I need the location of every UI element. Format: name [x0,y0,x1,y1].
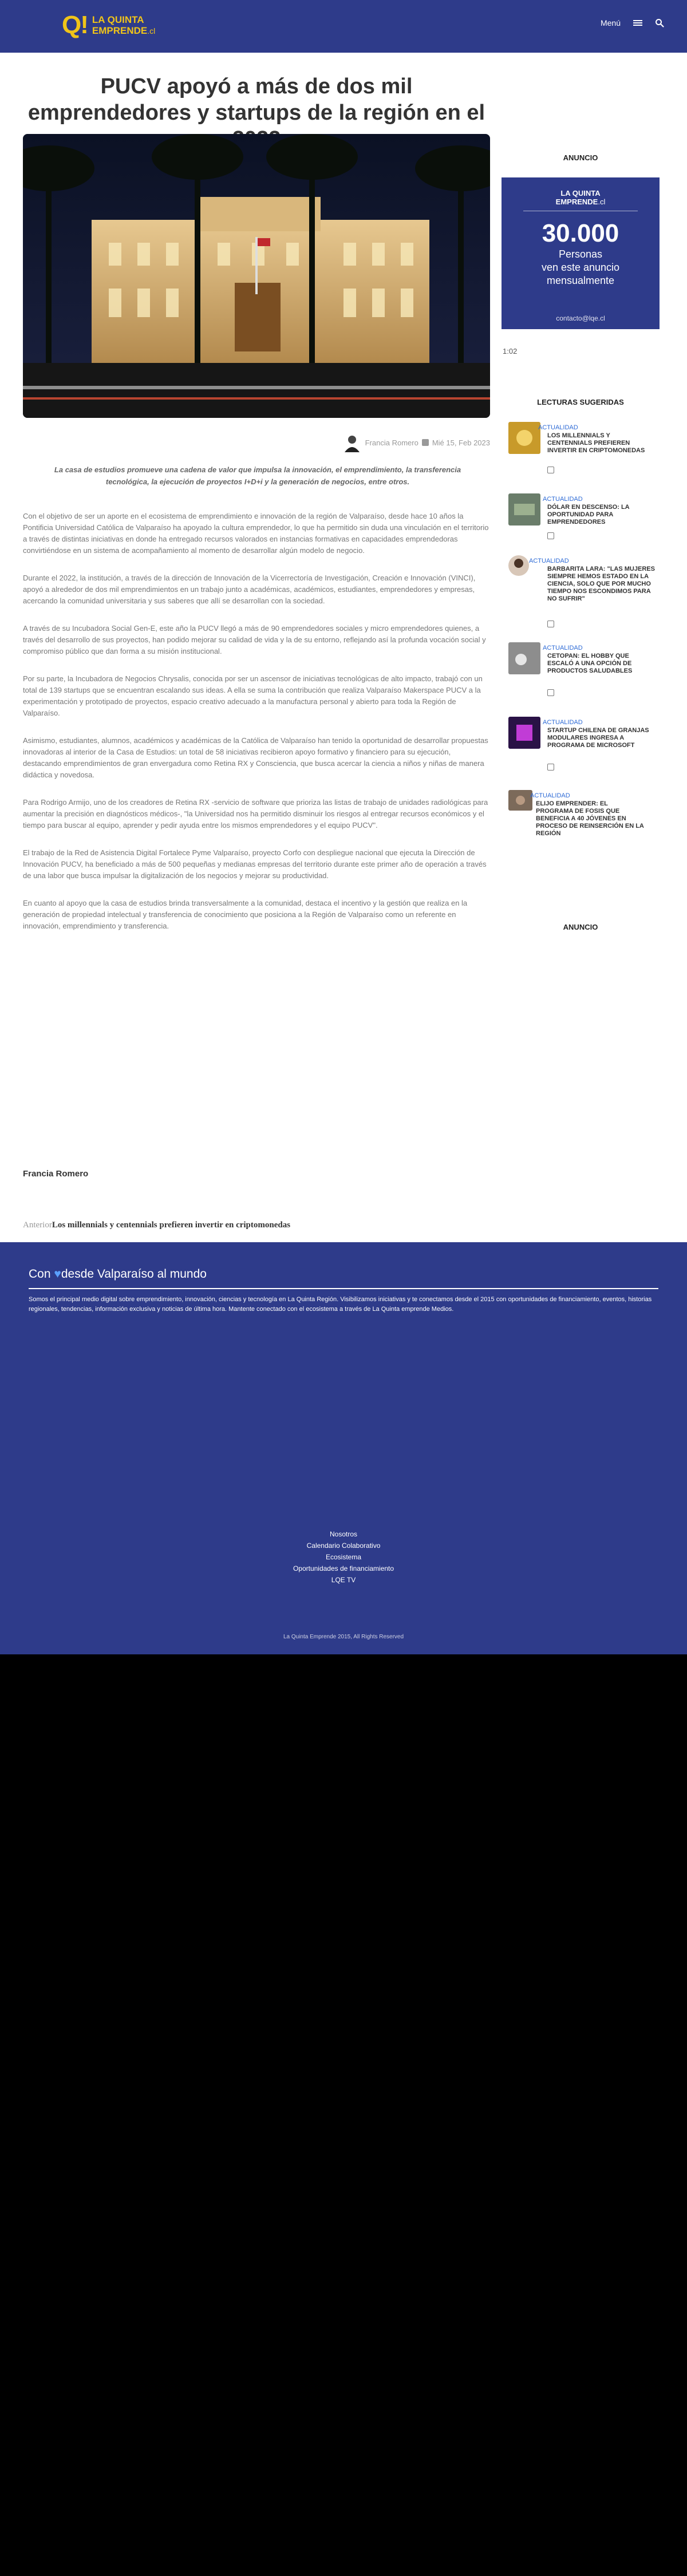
article-lead: La casa de estudios promueve una cadena de valor que impulsa la innovación, el emprendimiento, la transferencia tecnológica, la ejecución de proyectos I+D+i y la generación de negocios, entre otros. [54,465,461,486]
logo-wordmark [92,14,155,37]
calendar-icon [547,532,554,539]
suggested-item[interactable] [508,422,660,479]
article-author[interactable]: Francia Romero [365,438,418,447]
suggested-thumbnail [508,555,529,576]
article-paragraph: El trabajo de la Red de Asistencia Digital Fortalece Pyme Valparaíso, proyecto Corfo con despliegue nacional que ejecuta la Dirección de Innovación PUCV, ha beneficiado a más de 500 pequeñas y medianas empresas del territorio durante este primer año de operación a través de una labor que busca impulsar la digitalización de los negocios y mejorar su productividad. [23,848,487,880]
logo-line-1: LA QUINTA [92,14,144,25]
article-paragraph: Por su parte, la Incubadora de Negocios Chrysalis, conocida por ser un ascensor de iniciativas tecnológicas de alto impacto, trabajó con un total de 139 startups que se encuentran escalando sus ideas. A ella se suma la contribución que realiza Valparaíso Makerspace PUCV a la experimentación y prototipado de proyectos, espacio creativo adecuado a la manufactura personal y abierto para toda la Región de Valparaíso. [23,674,483,717]
suggested-thumbnail [508,790,532,811]
ad-email[interactable]: contacto@lqe.cl [556,314,605,322]
ad-logo-line-2: EMPRENDE [555,197,598,206]
calendar-icon [547,621,554,627]
footer-title-prefix: Con [29,1267,51,1281]
footer-link-financiamiento[interactable]: Oportunidades de financiamiento [293,1564,394,1573]
ad-logo-tld: .cl [598,197,606,206]
heart-icon: ♥ [54,1267,61,1281]
article-paragraph: A través de su Incubadora Social Gen-E, este año la PUCV llegó a más de 90 emprendedores sociales y micro emprendedores quienes, a través del desarrollo de sus proyectos, han podido mejorar su calidad de vida y la de su entorno, reflejando así la profunda vocación social y compromiso público que dan forma a su misión institucional. [23,624,486,655]
article-paragraph: Asimismo, estudiantes, alumnos, académicos y académicas de la Católica de Valparaíso han tenido la oportunidad de desarrollar propuestas innovadoras al interior de la Casa de Estudios: un total de 58 iniciativas recibieron apoyo formativo y financiero para su ejecución, destacando emprendimientos de gran envergadura como Retina RX y Consciencia, que busca acercar la ciencia a niños y niñas de manera didáctica y novedosa. [23,736,488,779]
previous-post-link[interactable] [23,1220,290,1230]
site-logo[interactable] [62,13,155,38]
footer-links [0,1528,687,1586]
footer-link-calendario[interactable]: Calendario Colaborativo [306,1542,381,1550]
suggested-title[interactable]: ELIJO EMPRENDER: EL PROGRAMA DE FOSIS QUE BENEFICIA A 40 JÓVENES EN PROCESO DE REINSERCIÓN EN LA REGIÓN [536,800,644,837]
footer-link-lqe-tv[interactable]: LQE TV [331,1576,356,1584]
suggested-item[interactable] [508,790,660,847]
suggested-item[interactable] [508,493,660,551]
suggested-category[interactable]: ACTUALIDAD [538,424,578,431]
suggested-title[interactable]: LOS MILLENNIALS Y CENTENNIALS PREFIEREN INVERTIR EN CRIPTOMONEDAS [547,432,645,454]
previous-post-title: Los millennials y centennials prefieren invertir en criptomonedas [52,1220,291,1230]
suggested-category[interactable]: ACTUALIDAD [529,558,569,564]
main-content [0,53,687,1242]
article-paragraph: Para Rodrigo Armijo, uno de los creadores de Retina RX -servicio de software que prioriza las listas de trabajo de unidades radiológicas para aumentar la precisión en diagnósticos médicos-, "la Universidad nos ha permitido disminuir los riesgos al entregar recursos económicos y el tiempo para buscar al equipo, aprender y pedir ayuda entre los mismos emprendedores y el equipo PUCV". [23,798,488,829]
suggested-category[interactable]: ACTUALIDAD [543,496,583,503]
ad-logo [502,189,660,206]
ad-number: 30.000 [542,219,619,247]
footer-link-nosotros[interactable]: Nosotros [329,1530,358,1538]
article-title: PUCV apoyó a más de dos mil emprendedores y startups de la región en el [27,74,485,125]
suggested-category[interactable]: ACTUALIDAD [543,719,583,726]
footer-title [29,1267,207,1281]
suggested-title[interactable]: STARTUP CHILENA DE GRANJAS MODULARES INGRESA A PROGRAMA DE MICROSOFT [547,727,649,749]
search-icon[interactable] [655,18,664,27]
suggested-category[interactable]: ACTUALIDAD [543,645,583,651]
suggested-title[interactable]: BARBARITA LARA: "LAS MUJERES SIEMPRE HEMOS ESTADO EN LA CIENCIA, SOLO QUE POR MUCHO TIEMPO NOS ESCONDIMOS PARA NO SUFRIR" [547,566,655,602]
footer-link-ecosistema[interactable]: Ecosistema [325,1553,362,1561]
suggested-title[interactable]: DÓLAR EN DESCENSO: LA OPORTUNIDAD PARA EMPRENDEDORES [547,504,630,526]
footer-description: Somos el principal medio digital sobre emprendimiento, innovación, ciencias y tecnología en La Quinta Región. Visibilizamos iniciativas y te conectamos desde el 2015 con oportunidades de financiamiento, eventos, historias regionales, tendencias, información exclusiva y noticias de última hora. Mantente conectado con el ecosistema a través de La Quinta emprende Medios. [29,1296,652,1313]
ad-text-2: ven este anuncio [541,262,620,273]
author-box-name[interactable]: Francia Romero [23,1169,89,1179]
suggested-item[interactable] [508,717,660,774]
footer-copyright: La Quinta Emprende 2015, All Rights Reserved [283,1634,404,1640]
article-body [23,511,490,948]
previous-post-label: Anterior [23,1220,52,1230]
suggested-heading: LECTURAS SUGERIDAS [537,398,624,406]
calendar-icon [547,764,554,771]
calendar-icon [422,439,429,446]
suggested-item[interactable] [508,642,660,700]
site-header [0,0,687,53]
footer-title-suffix: desde Valparaíso al mundo [61,1267,207,1281]
article-paragraph: Durante el 2022, la institución, a través de la dirección de Innovación de la Vicerrectoría de Investigación, Creación e Innovación (VINCI), apoyó a alrededor de dos mil emprendimientos en un trabajo junto a académicas, académicos, estudiantes, emprendedores y empresas, acercando la comunidad universitaria y sus saberes que allí se desarrollan con la sociedad. [23,574,476,605]
suggested-thumbnail [508,642,540,674]
suggested-item[interactable] [508,555,660,613]
sidebar-ad[interactable] [502,177,660,329]
suggested-thumbnail [508,422,540,454]
ad-logo-line-1: LA QUINTA [560,189,601,197]
ad-text-3: mensualmente [546,275,615,286]
logo-mark: Q! [62,11,88,39]
sidebar-ad-heading-2: ANUNCIO [563,923,598,931]
hero-image [23,134,490,418]
logo-line-2: EMPRENDE [92,25,148,36]
sidebar-ad-heading: ANUNCIO [563,153,598,162]
site-footer [0,1242,687,1654]
article-paragraph: En cuanto al apoyo que la casa de estudios brinda transversalmente a la comunidad, destaca el incentivo y la gestión que realiza en la generación de propiedad intelectual y transferencia de conocimiento que posiciona a la Región de Valparaíso como un referente en innovación, emprendimiento y transferencia. [23,899,468,930]
video-timestamp: 1:02 [503,347,518,355]
article-meta [326,433,490,452]
calendar-icon [547,467,554,473]
suggested-title[interactable]: CETOPAN: EL HOBBY QUE ESCALÓ A UNA OPCIÓN DE PRODUCTOS SALUDABLES [547,653,633,674]
logo-tld: .cl [147,26,156,35]
suggested-category[interactable]: ACTUALIDAD [530,792,570,799]
calendar-icon [547,689,554,696]
menu-button[interactable]: Menú [600,18,621,27]
hamburger-icon[interactable] [633,20,642,26]
suggested-thumbnail [508,493,540,526]
author-avatar [342,433,362,452]
suggested-thumbnail [508,717,540,749]
footer-divider [29,1288,658,1289]
ad-text-1: Personas [558,248,603,260]
header-nav [601,18,664,27]
article-date: Mié 15, Feb 2023 [432,438,490,447]
article-paragraph: Con el objetivo de ser un aporte en el ecosistema de emprendimiento e innovación de la región de Valparaíso, desde hace 10 años la Pontificia Universidad Católica de Valparaíso ha apoyado la cultura emprendedor, lo que ha permitido sin duda una vinculación en el territorio a través de distintas iniciativas en donde ha entregado recursos valorados en instancias formativas en capacidades emprendedoras convirtiéndose en un sistema de acompañamiento al momento de desarrollar algún modelo de negocio. [23,512,489,555]
